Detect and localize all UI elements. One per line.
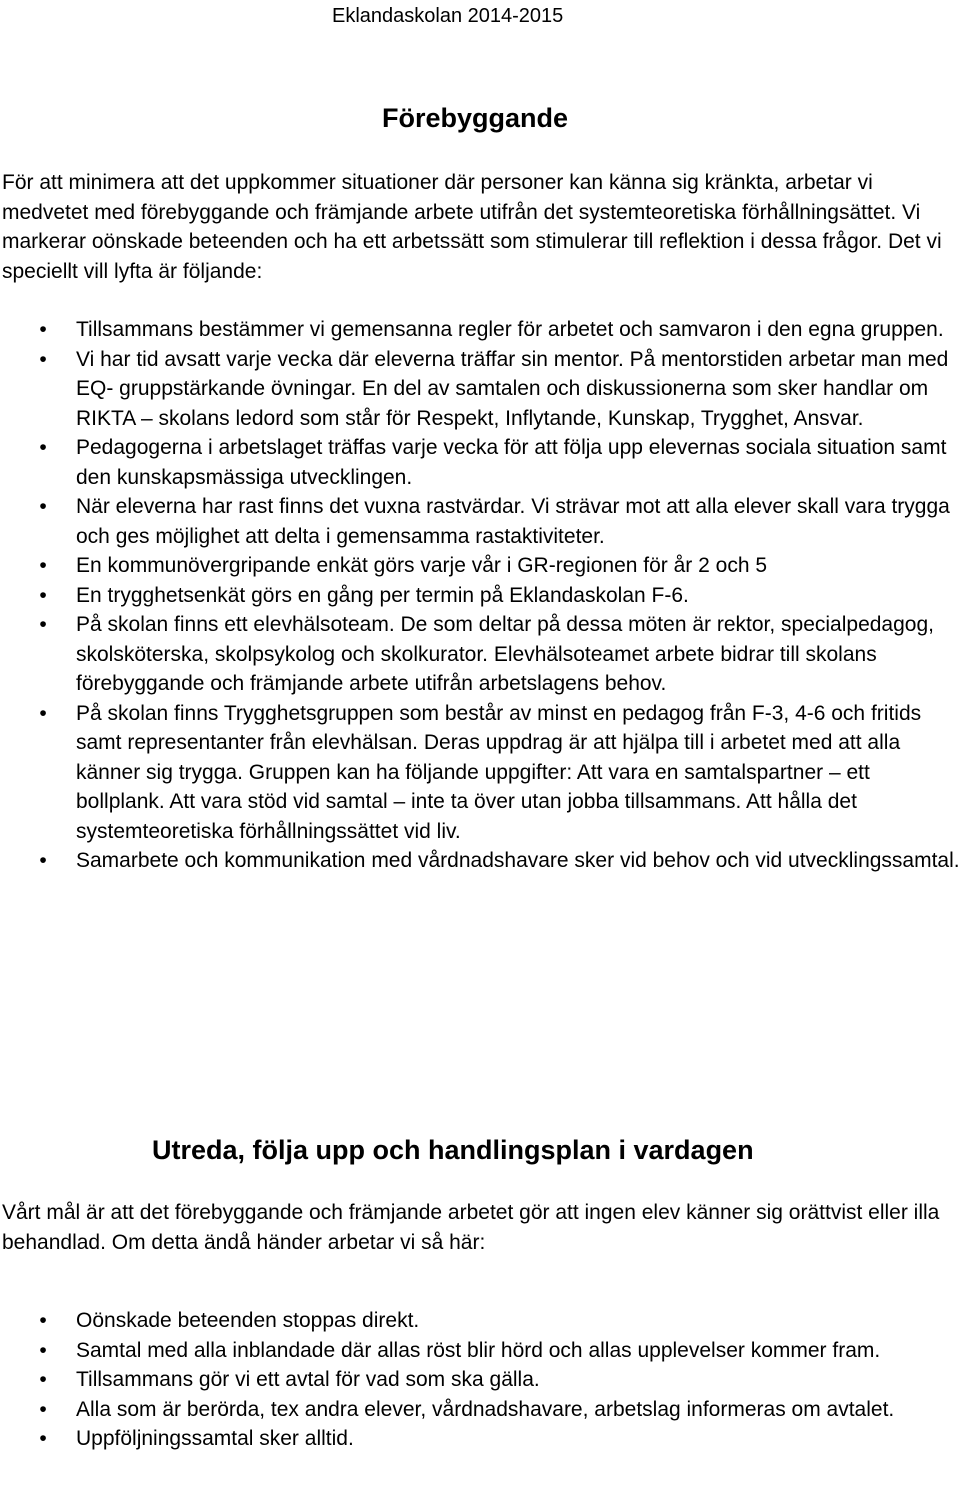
list-item xyxy=(0,551,960,581)
list-item xyxy=(0,1306,960,1336)
list-item xyxy=(0,492,960,551)
bullet-icon: • xyxy=(39,347,47,371)
list-item-text: Alla som är berörda, tex andra elever, vårdnadshavare, arbetslag informeras om avtalet. xyxy=(76,1397,895,1421)
section-1-intro: För att minimera att det uppkommer situationer där personer kan känna sig kränkta, arbetar vi medvetet med förebyggande och främjande arbete utifrån det systemteoretiska förhållningsättet. Vi markerar oönskade beteenden och ha ett arbetssätt som stimulerar till reflektion i dessa frågor. Det vi speciellt vill lyfta är följande: xyxy=(2,171,942,283)
list-item-text: Tillsammans gör vi ett avtal för vad som ska gälla. xyxy=(76,1368,540,1391)
bullet-icon: • xyxy=(39,1309,47,1332)
list-item-text: Tillsammans bestämmer vi gemensanna regler för arbetet och samvaron i den egna gruppen. xyxy=(76,318,944,341)
list-item-text: Oönskade beteenden stoppas direkt. xyxy=(76,1309,420,1332)
list-item-text: Vi har tid avsatt varje vecka där eleverna träffar sin mentor. På mentorstiden arbetar man med EQ- gruppstärkande övningar. En del av samtalen och diskussionerna som sker handlar om RIKTA – skolans ledord som står för Respekt, Inflytande, Kunskap, Trygghet, Ansvar. xyxy=(76,347,949,430)
bullet-icon: • xyxy=(39,849,47,872)
section-2-intro: Vårt mål är att det förebyggande och främjande arbetet gör att ingen elev känner sig orättvist eller illa behandlad. Om detta ändå händer arbetar vi så här: xyxy=(2,1201,940,1254)
list-item-text: En trygghetsenkät görs en gång per termin på Eklandaskolan F-6. xyxy=(76,583,689,607)
page-header-text: Eklandaskolan 2014-2015 xyxy=(332,5,564,27)
bullet-icon: • xyxy=(39,701,47,725)
list-item-text: När eleverna har rast finns det vuxna rastvärdar. Vi strävar mot att alla elever skall vara trygga och ges möjlighet att delta i gemensamma rastaktiviteter. xyxy=(76,495,950,548)
list-item xyxy=(0,610,960,699)
bullet-icon: • xyxy=(39,583,47,607)
bullet-icon: • xyxy=(39,1368,47,1391)
list-item xyxy=(0,1365,960,1395)
list-item xyxy=(0,1395,960,1425)
list-item-text: Samarbete och kommunikation med vårdnadshavare sker vid behov och vid utvecklingssamtal. xyxy=(76,849,960,872)
list-item-text: Pedagogerna i arbetslaget träffas varje vecka för att följa upp elevernas sociala situation samt den kunskapsmässiga utvecklingen. xyxy=(76,436,947,489)
list-item xyxy=(0,1424,960,1454)
list-item-text: Uppföljningssamtal sker alltid. xyxy=(76,1427,354,1450)
page-header xyxy=(0,2,960,32)
list-item xyxy=(0,699,960,847)
section-2-title: Utreda, följa upp och handlingsplan i vardagen xyxy=(152,1135,754,1165)
list-item xyxy=(0,345,960,434)
bullet-icon: • xyxy=(39,554,47,577)
list-item xyxy=(0,1336,960,1366)
section-utreda xyxy=(0,1132,960,1454)
bullet-icon: • xyxy=(39,613,47,636)
section-1-list xyxy=(0,315,960,876)
bullet-icon: • xyxy=(39,436,47,459)
bullet-icon: • xyxy=(39,495,47,518)
list-item xyxy=(0,581,960,611)
bullet-icon: • xyxy=(39,318,47,341)
bullet-icon: • xyxy=(39,1397,47,1421)
section-2-list xyxy=(0,1306,960,1454)
bullet-icon: • xyxy=(39,1427,47,1450)
list-item-text: På skolan finns Trygghetsgruppen som består av minst en pedagog från F-3, 4-6 och fritids samt representanter från elevhälsan. Deras uppdrag är att hjälpa till i arbetet med att alla känner sig trygga. Gruppen kan ha följande uppgifter: Att vara en samtalspartner – ett bollplank. Att vara stöd vid samtal – inte ta över utan jobba tillsammans. Att hålla det systemteoretiska förhållningssättet vid liv. xyxy=(76,701,922,843)
section-forebyggande xyxy=(0,100,960,876)
list-item-text: På skolan finns ett elevhälsoteam. De som deltar på dessa möten är rektor, specialpedagog, skolsköterska, skolpsykolog och skolkurator. Elevhälsoteamet arbete bidrar till skolans förebyggande och främjande arbete utifrån arbetslagens behov. xyxy=(76,613,934,695)
section-1-title: Förebyggande xyxy=(382,103,569,133)
list-item xyxy=(0,846,960,876)
list-item-text: Samtal med alla inblandade där allas röst blir hörd och allas upplevelser kommer fram. xyxy=(76,1338,881,1362)
list-item xyxy=(0,315,960,345)
list-item xyxy=(0,433,960,492)
bullet-icon: • xyxy=(39,1338,47,1362)
list-item-text: En kommunövergripande enkät görs varje vår i GR-regionen för år 2 och 5 xyxy=(76,554,768,577)
